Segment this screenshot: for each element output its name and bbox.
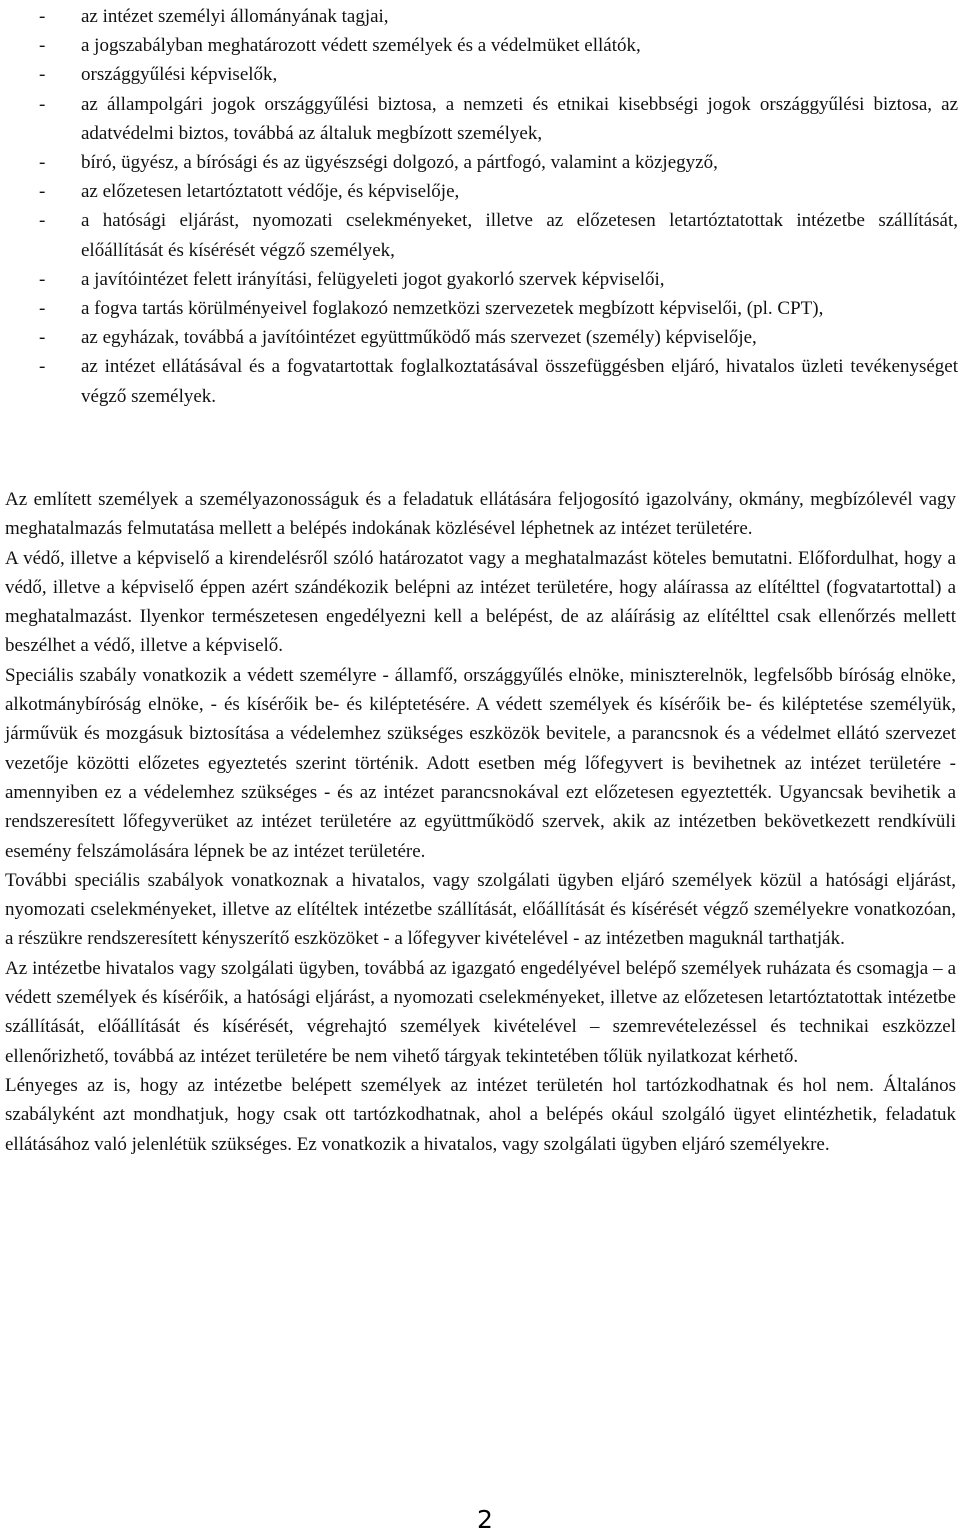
- paragraph: Speciális szabály vonatkozik a védett személyre - államfő, országgyűlés elnöke, miniszterelnök, legfelsőbb bíróság elnöke, alkotmánybíróság elnöke, - és kísérőik be- és kiléptetésére. A védett személyek és kísérőik be- és kiléptetése személyük, járművük és mozgásuk biztosítása a védelemhez szükséges eszközök bevitele, a parancsnok és a védelmet ellátó szervezet vezetője közötti előzetes egyeztetés szerint történik. Adott esetben még lőfegyvert is bevihetnek az intézet területére - amennyiben ez a védelemhez szükséges - és az intézet parancsnokával ezt előzetesen egyeztették. Ugyancsak bevihetik a rendszeresített lőfegyverüket az intézet területére az együttműködő szervek, akik az intézetben bekövetkezett rendkívüli esemény felszámolására lépnek be az intézet területére.: [5, 664, 956, 862]
- list-item: [0, 90, 958, 148]
- list-item-text: a hatósági eljárást, nyomozati cselekményeket, illetve az előzetesen letartóztatottak intézetbe szállítását, előállítását és kísérését végző személyek,: [81, 210, 958, 261]
- list-item-text: a javítóintézet felett irányítási, felügyeleti jogot gyakorló szervek képviselői,: [81, 268, 665, 290]
- list-item-text: az intézet ellátásával és a fogvatartottak foglalkoztatásával összefüggésben eljáró, hivatalos üzleti tevékenységet végző személyek.: [81, 356, 958, 407]
- dash-marker: -: [39, 93, 46, 115]
- dash-marker: -: [39, 268, 46, 290]
- list-item: [0, 31, 958, 60]
- dash-marker: -: [39, 181, 46, 203]
- list-item-text: a fogva tartás körülményeivel foglakozó nemzetközi szervezetek megbízott képviselői, (pl. CPT),: [81, 298, 824, 320]
- list-item-text: az előzetesen letartóztatott védője, és képviselője,: [81, 181, 460, 203]
- list-item: [0, 294, 958, 323]
- dash-marker: -: [39, 152, 46, 174]
- list-item: [0, 352, 958, 410]
- list-item-text: az intézet személyi állományának tagjai,: [81, 6, 389, 27]
- list-item-text: az állampolgári jogok országgyűlési biztosa, a nemzeti és etnikai kisebbségi jogok országgyűlési biztosa, az adatvédelmi biztos, továbbá az általuk megbízott személyek,: [81, 93, 958, 144]
- list-item: [0, 323, 958, 352]
- dash-marker: -: [39, 298, 46, 320]
- list-item: [0, 177, 958, 206]
- dash-marker: -: [39, 356, 46, 378]
- list-item: [0, 206, 958, 264]
- list-item: [0, 265, 958, 294]
- list-item-text: országgyűlési képviselők,: [81, 64, 278, 86]
- dash-marker: -: [39, 327, 46, 349]
- dash-marker: -: [39, 64, 46, 86]
- body-text: [5, 485, 956, 1159]
- list-item: [0, 60, 958, 89]
- dash-marker: -: [39, 6, 46, 27]
- paragraph: Lényeges az is, hogy az intézetbe belépett személyek az intézet területén hol tartózkodhatnak és hol nem. Általános szabályként azt mondhatjuk, hogy csak ott tartózkodhatnak, ahol a belépés okául szolgáló ügyet elintézhetik, feladatuk ellátásához való jelenlétük szükséges. Ez vonatkozik a hivatalos, vagy szolgálati ügyben eljáró személyekre.: [5, 1074, 956, 1155]
- paragraph: További speciális szabályok vonatkoznak a hivatalos, vagy szolgálati ügyben eljáró személyek közül a hatósági eljárást, nyomozati cselekményeket, illetve az elítéltek intézetbe szállítását, előállítását és kísérését végző személyekre vonatkozóan, a részükre rendszeresített kényszerítő eszközöket - a lőfegyver kivételével - az intézetben maguknál tarthatják.: [5, 869, 956, 950]
- list-item-text: bíró, ügyész, a bírósági és az ügyészségi dolgozó, a pártfogó, valamint a közjegyző,: [81, 152, 718, 174]
- paragraph: Az említett személyek a személyazonosságuk és a feladatuk ellátására feljogosító igazolvány, okmány, megbízólevél vagy meghatalmazás felmutatása mellett a belépés indokának közlésével léphetnek az intézet területére.: [5, 489, 956, 540]
- paragraph: Az intézetbe hivatalos vagy szolgálati ügyben, továbbá az igazgató engedélyével belépő személyek ruházata és csomagja – a védett személyek és kísérőik, a hatósági eljárást, a nyomozati cselekményeket, illetve az előzetesen letartóztatottak intézetbe szállítását, előállítását és kísérését, végrehajtó személyek kivételével – szemrevételezéssel és technikai eszközzel ellenőrizhető, továbbá az intézet területére be nem vihető tárgyak tekintetében tőlük nyilatkozat kérhető.: [5, 957, 956, 1067]
- bullet-list: [0, 2, 958, 411]
- dash-marker: -: [39, 210, 46, 232]
- list-item: [0, 2, 958, 31]
- paragraph: A védő, illetve a képviselő a kirendelésről szóló határozatot vagy a meghatalmazást köteles bemutatni. Előfordulhat, hogy a védő, illetve a képviselő éppen azért szándékozik belépni az intézet területére, hogy aláírassa az elítélttel (fogvatartottal) a meghatalmazást. Ilyenkor természetesen engedélyezni kell a belépést, de az aláírásig az elítélttel csak ellenőrzés mellett beszélhet a védő, illetve a képviselő.: [5, 547, 956, 657]
- list-item-text: a jogszabályban meghatározott védett személyek és a védelmüket ellátók,: [81, 35, 641, 57]
- dash-marker: -: [39, 35, 46, 57]
- list-item-text: az egyházak, továbbá a javítóintézet együttműködő más szervezet (személy) képviselője,: [81, 327, 757, 349]
- page-number: 2: [477, 1505, 493, 1534]
- list-item: [0, 148, 958, 177]
